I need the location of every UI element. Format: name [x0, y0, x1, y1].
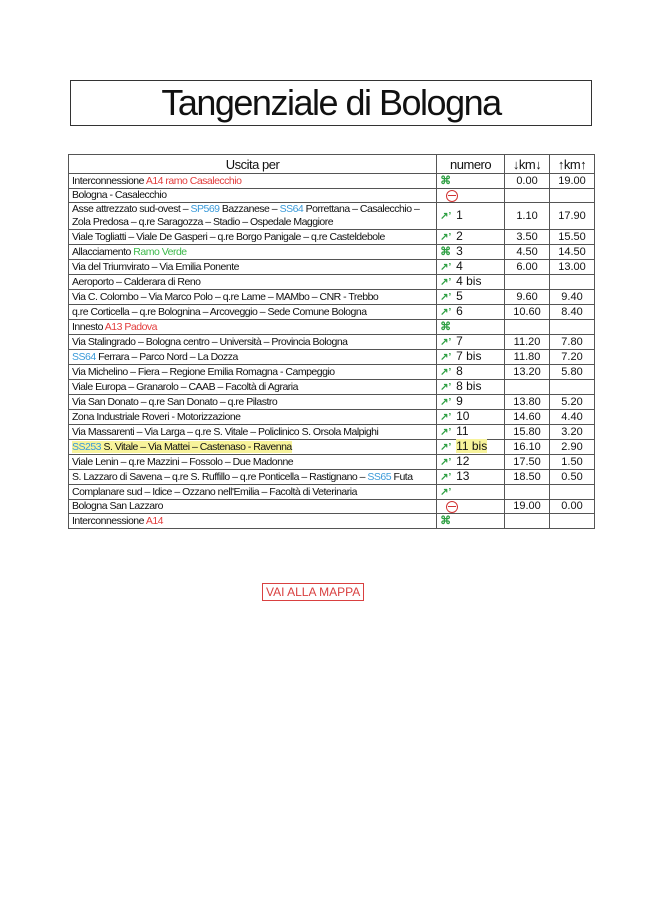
- exit-destinations: [69, 410, 437, 425]
- exit-number-cell: [437, 260, 505, 275]
- exit-icon: ↗’: [440, 232, 452, 243]
- km-up: 17.90: [550, 203, 595, 230]
- km-down: 1.10: [505, 203, 550, 230]
- km-up: 2.90: [550, 440, 595, 455]
- exit-icon: ↗’: [440, 397, 452, 408]
- exit-icon: ↗’: [440, 277, 452, 288]
- exit-number-cell: [437, 245, 505, 260]
- exit-number-cell: [437, 410, 505, 425]
- exit-number-cell: [437, 514, 505, 529]
- exit-number: 5: [456, 289, 463, 303]
- km-up: [550, 380, 595, 395]
- exit-destinations: [69, 245, 437, 260]
- destination-text: SS64: [279, 203, 304, 215]
- destination-text: Viale Europa – Granarolo – CAAB – Facoltà di Agraria: [72, 380, 298, 393]
- km-down: 17.50: [505, 455, 550, 470]
- exit-number-cell: [437, 290, 505, 305]
- header-exit: Uscita per: [69, 155, 437, 174]
- km-down: [505, 485, 550, 500]
- exit-destinations: [69, 230, 437, 245]
- exit-destinations: [69, 440, 437, 455]
- exit-icon: ↗’: [440, 472, 452, 483]
- destination-text: SP569: [190, 203, 220, 215]
- exit-number-cell: [437, 380, 505, 395]
- km-down: 15.80: [505, 425, 550, 440]
- exit-icon: ↗’: [440, 292, 452, 303]
- interchange-icon: ⌘: [440, 175, 452, 187]
- table-row: [69, 365, 595, 380]
- km-down: 13.80: [505, 395, 550, 410]
- km-down: 19.00: [505, 500, 550, 514]
- km-up: [550, 485, 595, 500]
- exit-icon: ↗’: [440, 442, 452, 453]
- destination-text: q.re Corticella – q.re Bolognina – Arcoveggio – Sede Comune Bologna: [72, 305, 367, 318]
- exit-destinations: [69, 290, 437, 305]
- destination-text: Innesto: [72, 320, 105, 333]
- table-row: [69, 395, 595, 410]
- km-up: [550, 514, 595, 529]
- destination-text: S. Vitale – Via Mattei – Castenaso - Ravenna: [101, 440, 292, 453]
- table-row: [69, 320, 595, 335]
- exit-number: 11: [456, 424, 469, 438]
- destination-text: A13 Padova: [104, 320, 157, 333]
- exit-number-cell: [437, 320, 505, 335]
- destination-text: Interconnessione: [72, 514, 146, 527]
- exit-number: 11 bis: [456, 439, 488, 453]
- page-title: Tangenziale di Bologna: [161, 82, 501, 123]
- exit-number: 3: [456, 244, 463, 258]
- exit-number-cell: [437, 305, 505, 320]
- km-down: 4.50: [505, 245, 550, 260]
- destination-text: Asse attrezzato sud-ovest –: [72, 203, 191, 215]
- exit-number-cell: [437, 275, 505, 290]
- table-row: [69, 230, 595, 245]
- exit-number: 10: [456, 409, 470, 423]
- km-down: 14.60: [505, 410, 550, 425]
- table-row: [69, 440, 595, 455]
- km-up: 7.20: [550, 350, 595, 365]
- km-up: 15.50: [550, 230, 595, 245]
- km-down: 0.00: [505, 174, 550, 189]
- table-row: [69, 305, 595, 320]
- exit-number: 13: [456, 469, 470, 483]
- destination-text: Ramo Verde: [133, 245, 187, 258]
- table-header-row: [69, 155, 595, 174]
- exit-number: 2: [456, 229, 463, 243]
- exit-number-cell: [437, 189, 505, 203]
- destination-text: Via San Donato – q.re San Donato – q.re Pilastro: [72, 395, 278, 408]
- exit-destinations: [69, 320, 437, 335]
- km-down: 16.10: [505, 440, 550, 455]
- km-up: 4.40: [550, 410, 595, 425]
- exit-number-cell: [437, 350, 505, 365]
- km-up: 8.40: [550, 305, 595, 320]
- exit-destinations: [69, 335, 437, 350]
- interchange-icon: ⌘: [440, 515, 452, 527]
- table-row: [69, 189, 595, 203]
- km-up: 7.80: [550, 335, 595, 350]
- table-row: [69, 485, 595, 500]
- header-km-down: ↓km↓: [505, 155, 550, 174]
- exit-icon: ↗’: [440, 487, 452, 498]
- km-down: 6.00: [505, 260, 550, 275]
- destination-text: Viale Togliatti – Viale De Gasperi – q.re Borgo Panigale – q.re Casteldebole: [72, 230, 385, 243]
- km-down: 3.50: [505, 230, 550, 245]
- exit-number-cell: [437, 230, 505, 245]
- exit-icon: ↗’: [440, 367, 452, 378]
- destination-text: Via Massarenti – Via Larga – q.re S. Vitale – Policlinico S. Orsola Malpighi: [72, 425, 379, 438]
- exit-icon: ↗’: [440, 307, 452, 318]
- exit-number: 7 bis: [456, 349, 482, 363]
- table-row: [69, 203, 595, 230]
- destination-text: S. Lazzaro di Savena – q.re S. Ruffillo – q.re Ponticella – Rastignano –: [72, 470, 368, 483]
- km-down: 10.60: [505, 305, 550, 320]
- exit-icon: ↗’: [440, 457, 452, 468]
- exit-number-cell: [437, 455, 505, 470]
- table-row: [69, 455, 595, 470]
- km-up: 19.00: [550, 174, 595, 189]
- exit-number-cell: [437, 485, 505, 500]
- exit-destinations: [69, 514, 437, 529]
- km-down: 11.80: [505, 350, 550, 365]
- km-down: 9.60: [505, 290, 550, 305]
- exit-number-cell: [437, 395, 505, 410]
- exit-icon: ↗’: [440, 352, 452, 363]
- km-up: 1.50: [550, 455, 595, 470]
- header-number: numero: [437, 155, 505, 174]
- km-up: [550, 189, 595, 203]
- table-row: [69, 380, 595, 395]
- interchange-icon: ⌘: [440, 321, 452, 333]
- barrier-icon: [446, 501, 458, 513]
- exit-destinations: [69, 305, 437, 320]
- exit-icon: ↗’: [440, 211, 452, 222]
- destination-text: Bazzanese –: [219, 203, 280, 215]
- exit-destinations: [69, 260, 437, 275]
- destination-text: Zona Industriale Roveri - Motorizzazione: [72, 410, 241, 423]
- table-row: [69, 275, 595, 290]
- table-row: [69, 514, 595, 529]
- interchange-icon: ⌘: [440, 246, 452, 258]
- exit-number: 9: [456, 394, 463, 408]
- destination-text: Ferrara – Parco Nord – La Dozza: [95, 350, 238, 363]
- destination-text: Porrettana – Casalecchio – Zola Predosa – q.re Saragozza – Stadio – Ospedale Maggiore: [72, 203, 420, 228]
- destination-text: Complanare sud – Idice – Ozzano nell'Emilia – Facoltà di Veterinaria: [72, 485, 357, 498]
- exit-number-cell: [437, 365, 505, 380]
- table-row: [69, 425, 595, 440]
- destination-text: SS253: [72, 440, 102, 453]
- km-up: 14.50: [550, 245, 595, 260]
- km-down: [505, 380, 550, 395]
- exit-destinations: [69, 380, 437, 395]
- km-down: 11.20: [505, 335, 550, 350]
- table-row: [69, 350, 595, 365]
- destination-text: Viale Lenin – q.re Mazzini – Fossolo – Due Madonne: [72, 455, 294, 468]
- exits-table: [68, 154, 595, 529]
- exit-number: 12: [456, 454, 470, 468]
- exit-number: 6: [456, 304, 463, 318]
- exit-destinations: [69, 470, 437, 485]
- destination-text: Bologna - Casalecchio: [72, 189, 167, 201]
- exit-destinations: [69, 395, 437, 410]
- table-row: [69, 245, 595, 260]
- km-down: [505, 514, 550, 529]
- km-up: 9.40: [550, 290, 595, 305]
- km-up: 13.00: [550, 260, 595, 275]
- exit-icon: ↗’: [440, 412, 452, 423]
- exit-number: 7: [456, 334, 463, 348]
- destination-text: Allacciamento: [72, 245, 134, 258]
- destination-text: Via del Triumvirato – Via Emilia Ponente: [72, 260, 239, 273]
- exit-number-cell: [437, 335, 505, 350]
- km-up: [550, 275, 595, 290]
- destination-text: Interconnessione: [72, 174, 146, 187]
- exit-destinations: [69, 203, 437, 230]
- table-row: [69, 500, 595, 514]
- exit-destinations: [69, 275, 437, 290]
- km-down: [505, 320, 550, 335]
- exit-number-cell: [437, 470, 505, 485]
- destination-text: A14 ramo Casalecchio: [145, 174, 242, 187]
- map-link[interactable]: VAI ALLA MAPPA: [262, 583, 364, 601]
- barrier-icon: [446, 190, 458, 202]
- exit-number: 8 bis: [456, 379, 482, 393]
- table-row: [69, 174, 595, 189]
- km-down: [505, 275, 550, 290]
- exit-destinations: [69, 485, 437, 500]
- exit-number-cell: [437, 425, 505, 440]
- exit-number-cell: [437, 440, 505, 455]
- table-row: [69, 470, 595, 485]
- exit-destinations: [69, 425, 437, 440]
- destination-text: A14: [145, 514, 163, 527]
- exit-number: 1: [456, 208, 463, 222]
- destination-text: Via C. Colombo – Via Marco Polo – q.re Lame – MAMbo – CNR - Trebbo: [72, 290, 379, 303]
- exit-destinations: [69, 455, 437, 470]
- exit-number: 8: [456, 364, 463, 378]
- km-up: [550, 320, 595, 335]
- exit-icon: ↗’: [440, 427, 452, 438]
- km-up: 3.20: [550, 425, 595, 440]
- exit-number-cell: [437, 174, 505, 189]
- title-box: [70, 80, 592, 126]
- table-row: [69, 260, 595, 275]
- km-up: 5.80: [550, 365, 595, 380]
- exit-destinations: [69, 189, 437, 203]
- km-down: 13.20: [505, 365, 550, 380]
- exit-number-cell: [437, 500, 505, 514]
- exit-icon: ↗’: [440, 382, 452, 393]
- header-km-up: ↑km↑: [550, 155, 595, 174]
- km-down: [505, 189, 550, 203]
- destination-text: Futa: [391, 470, 413, 483]
- table-row: [69, 290, 595, 305]
- destination-text: SS65: [367, 470, 392, 483]
- exit-destinations: [69, 365, 437, 380]
- exit-number: 4: [456, 259, 463, 273]
- exit-destinations: [69, 500, 437, 514]
- destination-text: Bologna San Lazzaro: [72, 500, 163, 512]
- exit-number-cell: [437, 203, 505, 230]
- km-up: 0.00: [550, 500, 595, 514]
- exit-number: 4 bis: [456, 274, 482, 288]
- destination-text: SS64: [72, 350, 96, 363]
- table-row: [69, 410, 595, 425]
- exit-icon: ↗’: [440, 337, 452, 348]
- exit-destinations: [69, 174, 437, 189]
- exit-icon: ↗’: [440, 262, 452, 273]
- destination-text: Via Michelino – Fiera – Regione Emilia Romagna - Campeggio: [72, 365, 335, 378]
- km-down: 18.50: [505, 470, 550, 485]
- km-up: 0.50: [550, 470, 595, 485]
- destination-text: Via Stalingrado – Bologna centro – Università – Provincia Bologna: [72, 335, 348, 348]
- km-up: 5.20: [550, 395, 595, 410]
- destination-text: Aeroporto – Calderara di Reno: [72, 275, 201, 288]
- exit-destinations: [69, 350, 437, 365]
- table-row: [69, 335, 595, 350]
